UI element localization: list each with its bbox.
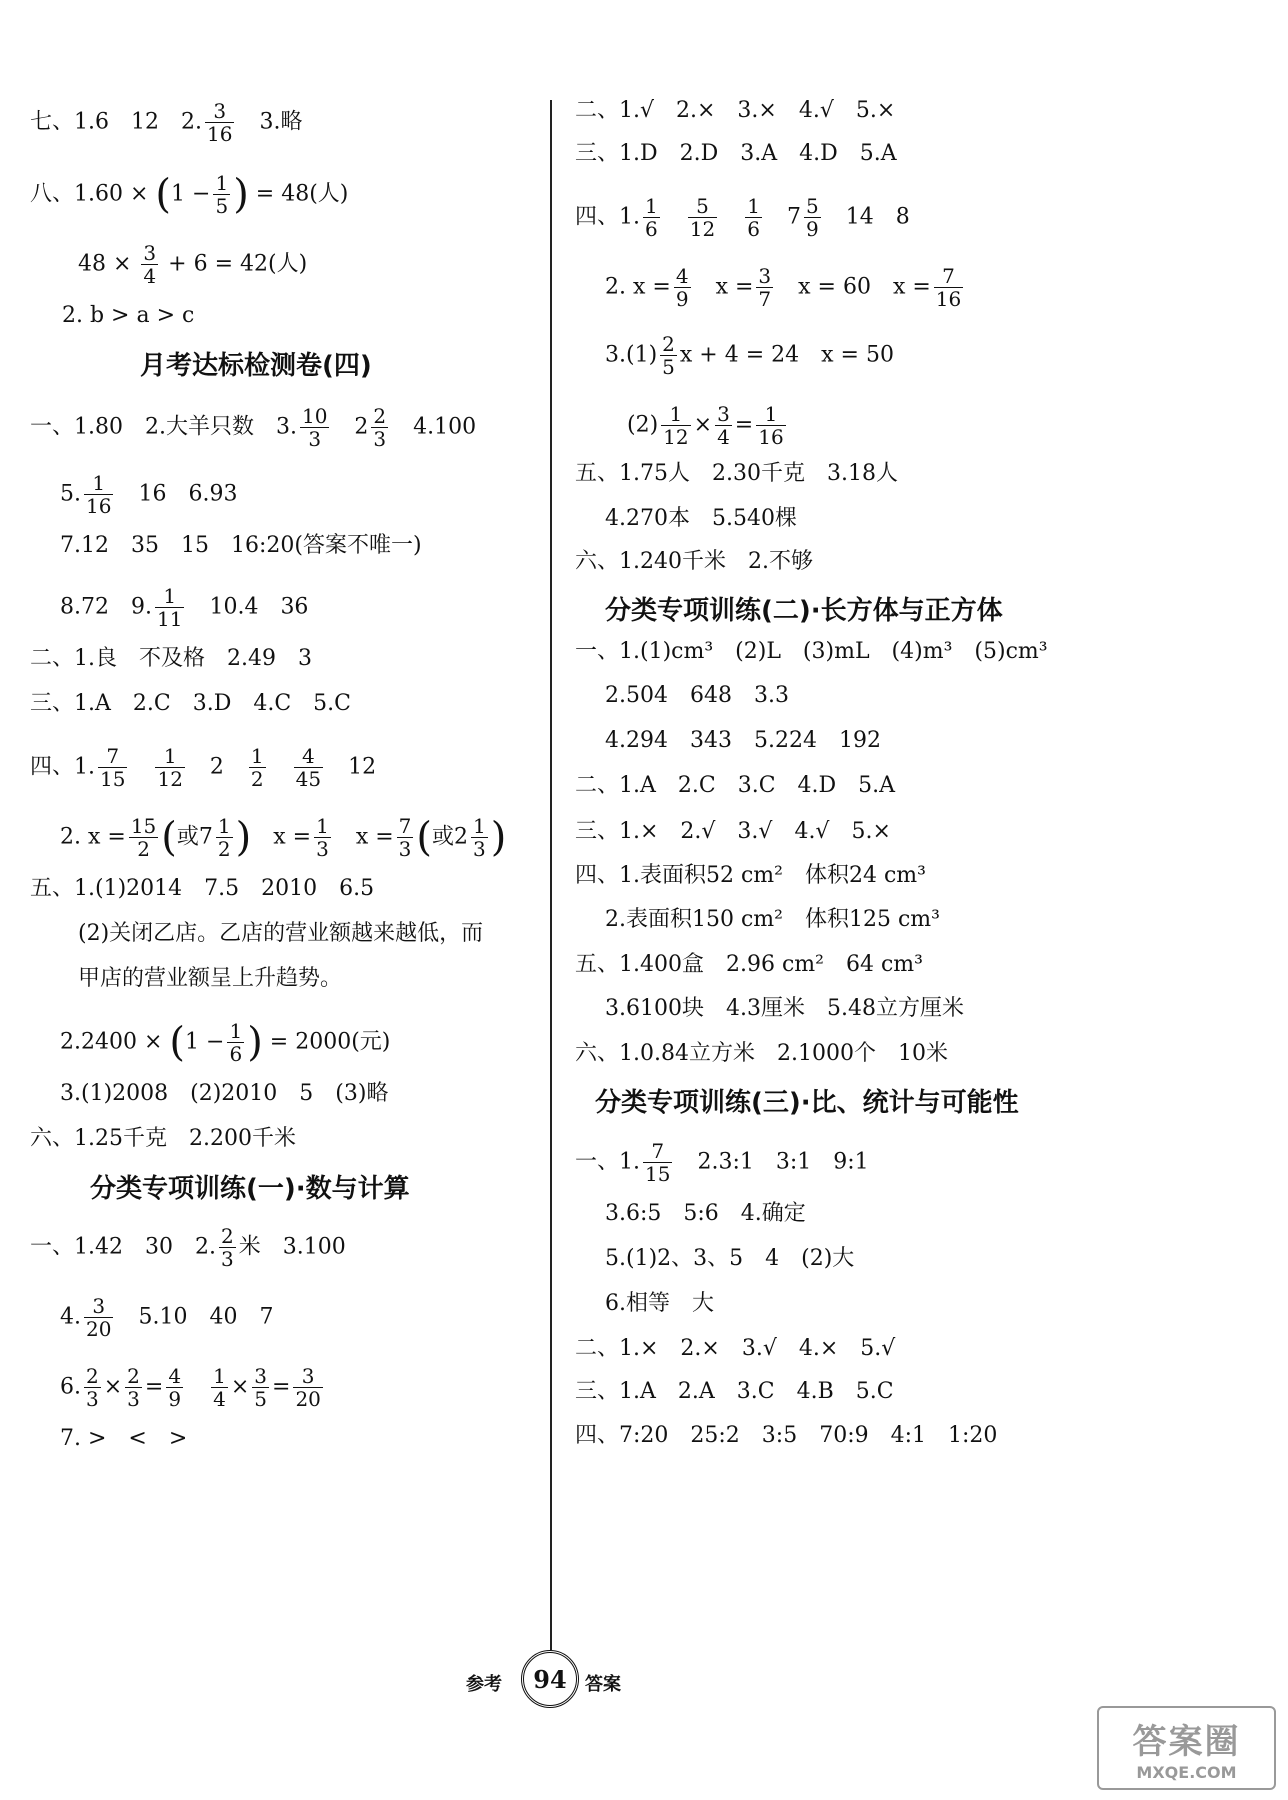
line: (2) $\frac{1}{12}$ × $\frac{3}{4}$ = $\frac{1}{16}$ [627,402,784,449]
line: 二、1.√ 2.× 3.× 4.√ 5.× [575,98,896,123]
line: 三、1.× 2.√ 3.√ 4.√ 5.× [575,819,891,844]
line: 七、1.6 12 2. $\frac{3}{16}$ 3.略 [30,99,303,146]
column-divider [550,100,552,1650]
line: 二、1.A 2.C 3.C 4.D 5.A [575,773,896,798]
line: 四、1. $\frac{1}{6}$ $\frac{5}{12}$ $\frac{1}{6}$ 7 $\frac{5}{9}$ 14 8 [575,194,910,241]
line: 5.(1)2、3、5 4 (2)大 [605,1246,855,1271]
line: 二、1.良 不及格 2.49 3 [30,646,312,671]
line: 4.294 343 5.224 192 [605,728,881,753]
watermark-logo [1097,1706,1276,1790]
line: 2.504 648 3.3 [605,683,789,708]
section-heading: 分类专项训练(一)·数与计算 [90,1174,410,1204]
line: 8.72 9. $\frac{1}{11}$ 10.4 36 [60,584,309,631]
line: (2)关闭乙店。乙店的营业额越来越低，而 [78,921,484,946]
line: 三、1.D 2.D 3.A 4.D 5.A [575,141,897,166]
line: 2.2400 × (1 − $\frac{1}{6}$ ) = 2000(元) [60,1019,391,1066]
line: 3.6:5 5:6 4.确定 [605,1201,806,1226]
line: 48 × $\frac{3}{4}$ + 6 = 42(人) [78,241,308,288]
line: 3.(1) $\frac{2}{5}$ x + 4 = 24 x = 50 [605,332,894,379]
line: 一、1.42 30 2. $\frac{2}{3}$ 米 3.100 [30,1224,346,1271]
line: 一、1. $\frac{7}{15}$ 2.3:1 3:1 9:1 [575,1139,869,1186]
line: 四、7:20 25:2 3:5 70:9 4:1 1:20 [575,1423,998,1448]
line: 四、1.表面积52 cm² 体积24 cm³ [575,863,926,888]
line: 2. b > a > c [62,303,195,328]
line: 7.12 35 15 16:20(答案不唯一) [60,533,422,558]
line: 五、1.400盒 2.96 cm² 64 cm³ [575,952,923,977]
line: 三、1.A 2.C 3.D 4.C 5.C [30,691,351,716]
section-heading: 分类专项训练(三)·比、统计与可能性 [595,1088,1019,1118]
line: 3.6100块 4.3厘米 5.48立方厘米 [605,996,964,1021]
line: 一、1.(1)cm³ (2)L (3)mL (4)m³ (5)cm³ [575,639,1048,664]
line: 四、1. $\frac{7}{15}$ $\frac{1}{12}$ 2 $\frac{1}{2}$ $\frac{4}{45}$ 12 [30,744,377,791]
line: 五、1.75人 2.30千克 3.18人 [575,461,898,486]
watermark-bottom: MXQE.COM [1136,1763,1237,1782]
line: 4.270本 5.540棵 [605,506,797,531]
section-heading: 分类专项训练(二)·长方体与正方体 [605,596,1003,626]
line: 八、1.60 × (1 − $\frac{1}{5}$ ) = 48(人) [30,171,349,218]
line: 五、1.(1)2014 7.5 2010 6.5 [30,876,375,901]
line: 三、1.A 2.A 3.C 4.B 5.C [575,1379,894,1404]
watermark-top: 答案圈 [1132,1722,1241,1762]
line: 六、1.25千克 2.200千米 [30,1126,296,1151]
line: 2. x = $\frac{15}{2}$ (或7 $\frac{1}{2}$ ) x = $\frac{1}{3}$ x = $\frac{7}{3}$ (或2 $\frac{1}{3}$ ) [60,814,507,861]
footer-left-text: 参考 [466,1674,502,1695]
line: 3.(1)2008 (2)2010 5 (3)略 [60,1081,389,1106]
page-number: 94 [521,1650,579,1708]
line: 六、1.0.84立方米 2.1000个 10米 [575,1041,948,1066]
line: 4. $\frac{3}{20}$ 5.10 40 7 [60,1294,274,1341]
section-heading: 月考达标检测卷(四) [140,351,372,381]
line: 2. x = $\frac{4}{9}$ x = $\frac{3}{7}$ x = 60 x = $\frac{7}{16}$ [605,264,962,311]
line: 7. > < > [60,1426,188,1451]
line: 六、1.240千米 2.不够 [575,549,813,574]
line: 6. $\frac{2}{3}$ × $\frac{2}{3}$ = $\frac{4}{9}$ $\frac{1}{4}$ × $\frac{3}{5}$ = $\frac{3}{20}$ [60,1364,321,1411]
line: 2.表面积150 cm² 体积125 cm³ [605,907,940,932]
line: 5. $\frac{1}{16}$ 16 6.93 [60,471,238,518]
line: 一、1.80 2.大羊只数 3. $\frac{10}{3}$ 2 $\frac{2}{3}$ 4.100 [30,404,477,451]
line: 二、1.× 2.× 3.√ 4.× 5.√ [575,1336,896,1361]
line: 6.相等 大 [605,1291,714,1316]
footer-right-text: 答案 [585,1674,621,1695]
line: 甲店的营业额呈上升趋势。 [78,966,343,991]
